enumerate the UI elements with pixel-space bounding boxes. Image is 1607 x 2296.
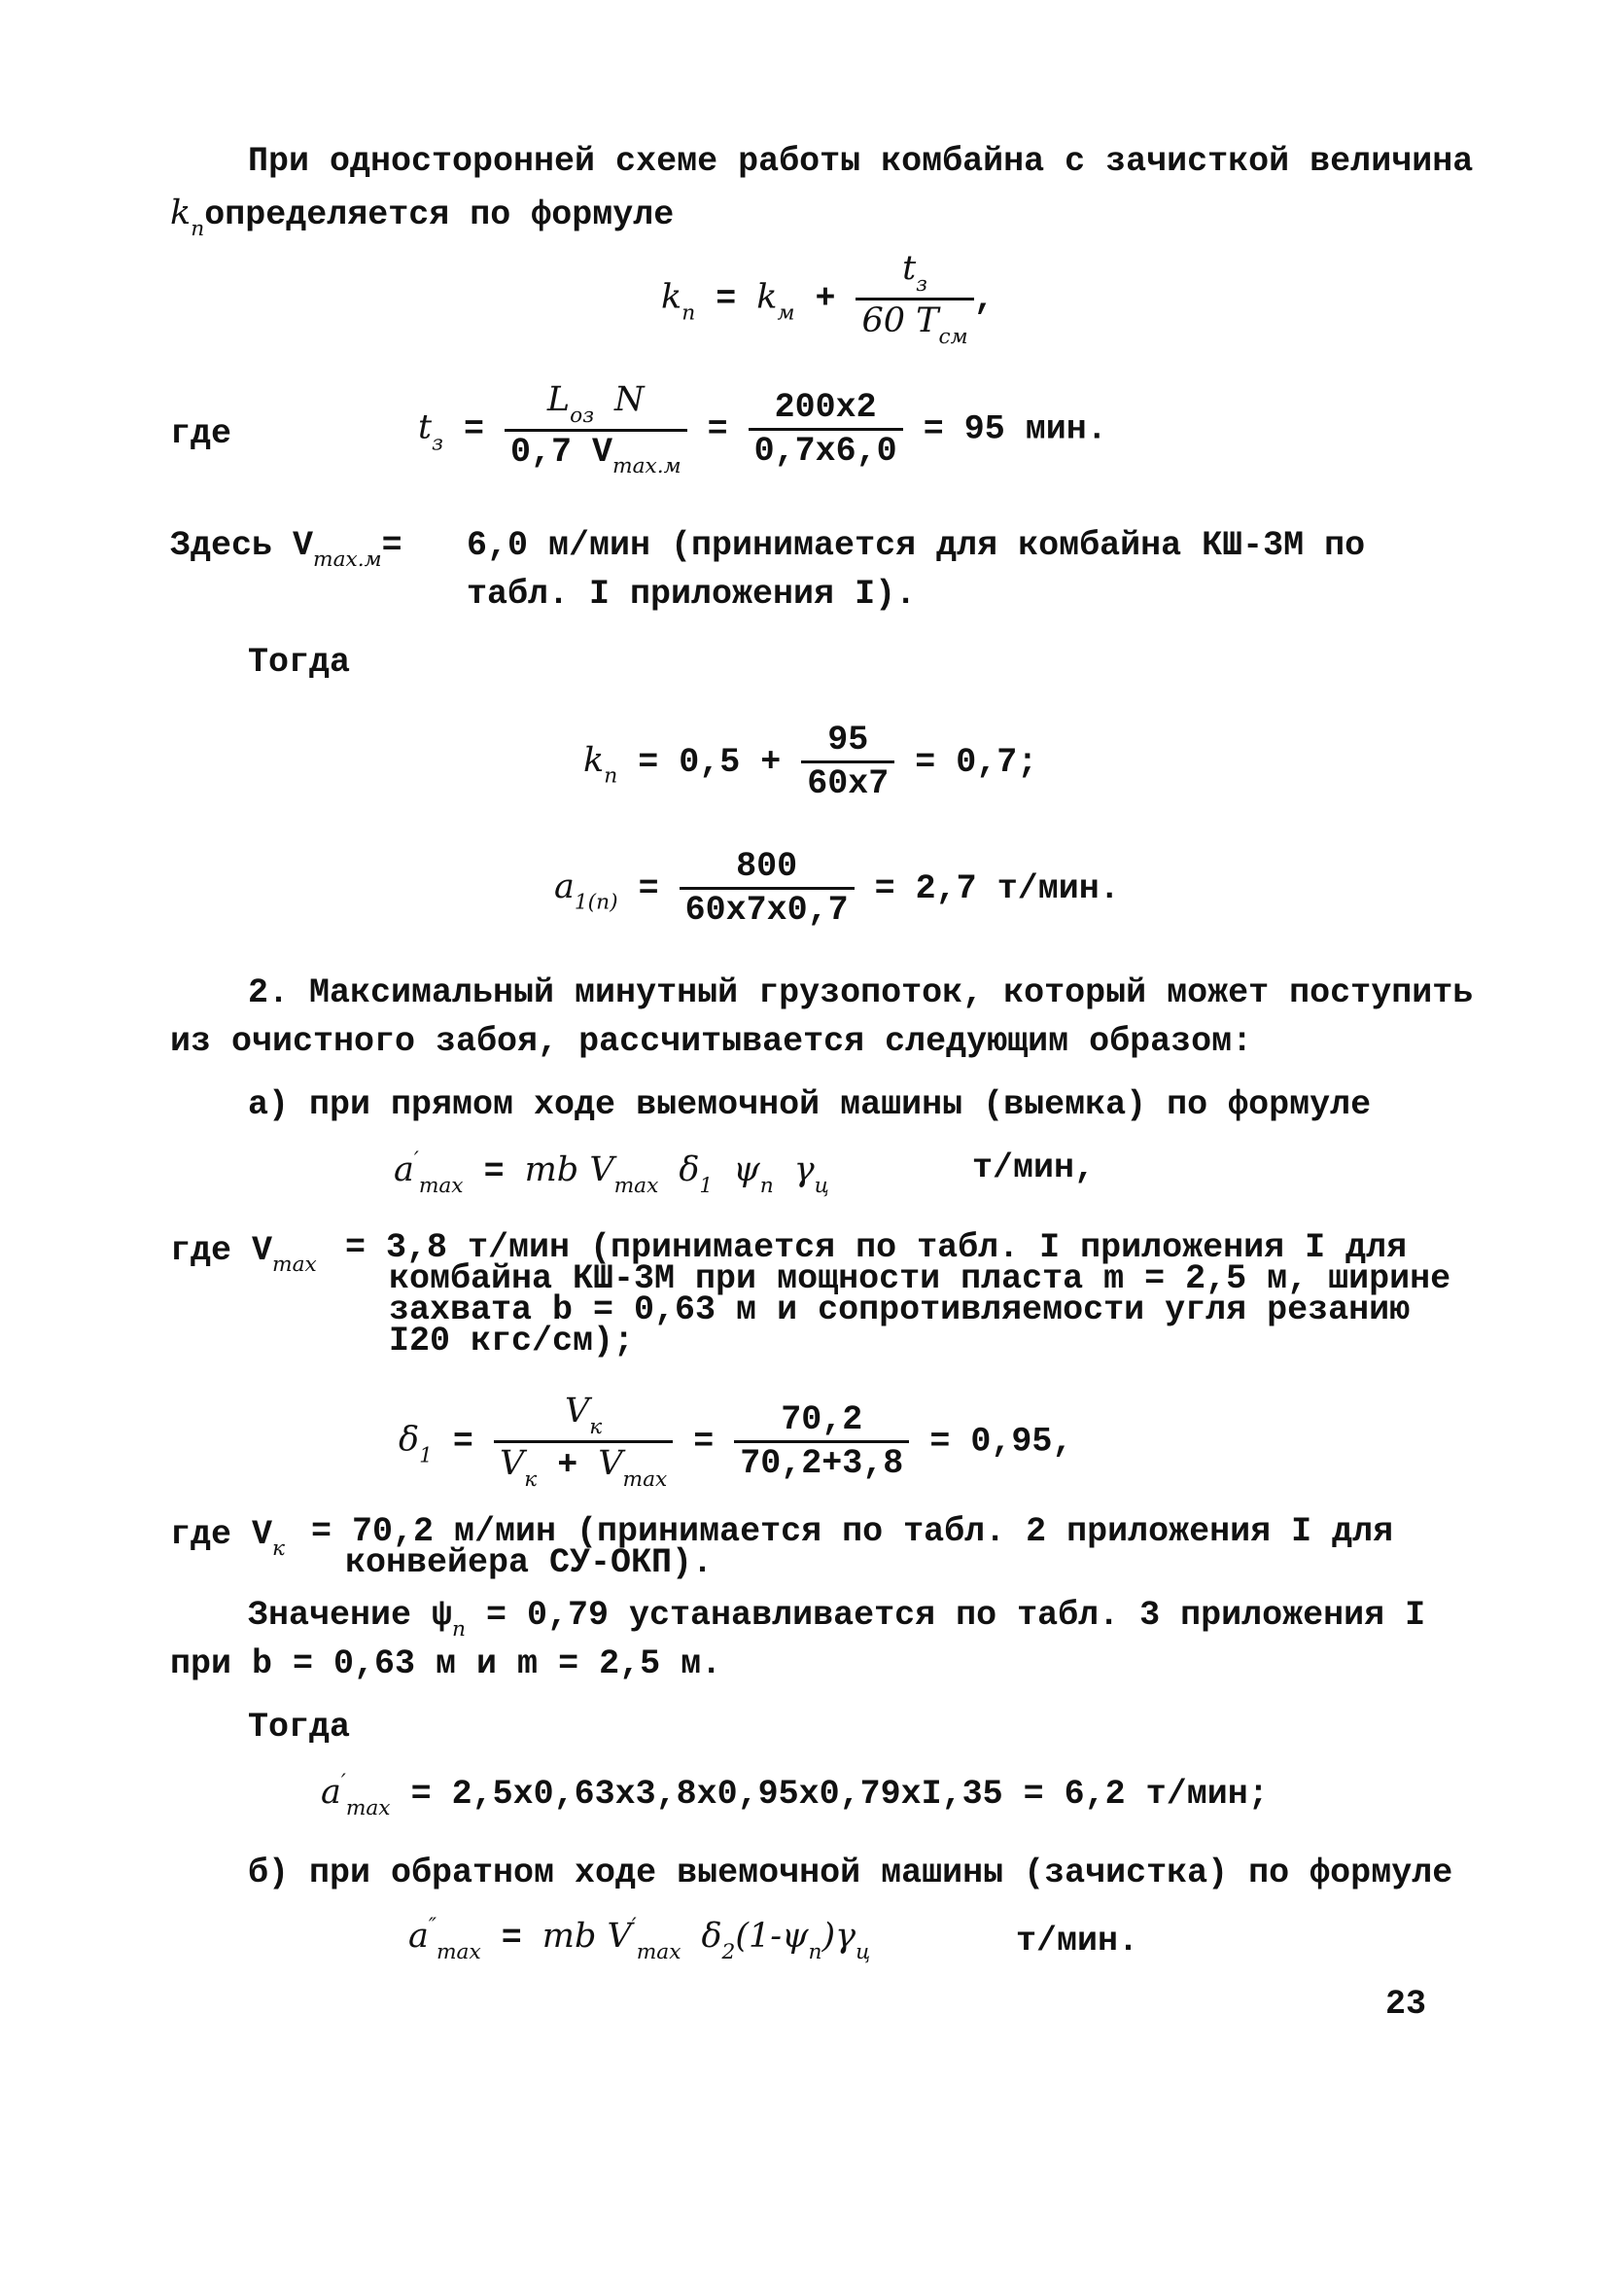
formula-amax2-rhs4-sub: ц [856, 1940, 871, 1965]
formula-a1-post: = 2,7 т/мин. [874, 868, 1120, 908]
formula-tz-result: = 95 мин. [923, 409, 1107, 449]
vk-where-line2: конвейера СУ-ОКП). [345, 1543, 714, 1582]
formula-kp-value-pre: = 0,5 + [638, 742, 782, 782]
formula-delta1-den-plus: + [557, 1445, 578, 1485]
formula-amax2-rhs4: )γ [821, 1917, 856, 1957]
kp-symbol: k [170, 194, 192, 232]
vmax-note-label [170, 525, 402, 573]
formula-delta1-den2: 70,2+3,8 [740, 1443, 904, 1483]
formula-kp-num: t [902, 249, 917, 288]
formula-amax1-lhs: a [394, 1150, 414, 1190]
formula-kp [661, 248, 995, 350]
vmax-where-label-sub: max [272, 1252, 317, 1277]
vmax-note-label-text: Здесь V [170, 526, 314, 565]
formula-amax1-rhs2: δ [679, 1150, 700, 1190]
formula-a1-fraction [680, 846, 855, 931]
formula-tz-num1-sub: оз [570, 403, 595, 428]
formula-amax1 [394, 1148, 829, 1199]
formula-tz-den1: 0,7 V [509, 432, 612, 472]
formula-delta1-fraction2 [734, 1399, 909, 1484]
para1-line2-text: определяется по формуле [204, 195, 675, 234]
formula-kp-tail: , [973, 279, 995, 319]
formula-a1-lhs-sub: 1(п) [574, 890, 618, 915]
formula-amax2-eq: = [501, 1919, 522, 1959]
formula-delta1-fraction1 [494, 1391, 673, 1493]
formula-tz-num2: 200x2 [749, 387, 903, 431]
vmax-where-line2: комбайна КШ-3М при мощности пласта m = 2,5 м, ширине [389, 1259, 1451, 1298]
formula-kp-num-sub: з [916, 271, 928, 297]
formula-amax1-unit: т/мин, [972, 1148, 1096, 1187]
formula-a1-eq: = [638, 868, 659, 908]
vk-where-label-sub: к [272, 1536, 285, 1561]
formula-delta1-lhs: δ [399, 1420, 420, 1460]
formula-tz-fraction2 [749, 387, 903, 472]
kp-subscript: п [191, 216, 205, 241]
para1-line2 [170, 193, 674, 242]
formula-kp-value-lhs-sub: п [604, 763, 618, 789]
vmax-where-label [170, 1230, 317, 1278]
item-b: б) при обратном ходе выемочной машины (зачистка) по формуле [248, 1854, 1453, 1892]
formula-a1-den: 60x7x0,7 [684, 891, 849, 930]
formula-amax2-rhs1: mb V [541, 1917, 632, 1957]
para2-line1: 2. Максимальный минутный грузопоток, который может поступить [248, 973, 1474, 1012]
formula-amax1-rhs2-sub: 1 [699, 1174, 714, 1199]
vk-where-label [170, 1514, 285, 1562]
formula-tz [418, 379, 1107, 479]
vmax-where-line4: I20 кгс/см); [389, 1322, 635, 1360]
formula-delta1-den1a: V [499, 1443, 525, 1483]
vmax-note-line2: табл. I приложения I). [467, 575, 917, 614]
formula-kp-eq: = [716, 279, 737, 319]
formula-kp-den: 60 T [861, 300, 939, 340]
formula-amax2-lhs-sup: ″ [428, 1914, 437, 1938]
vmax-where-label-text: где V [170, 1231, 273, 1270]
formula-amax2-lhs: a [408, 1917, 429, 1957]
formula-delta1-den1b: V [598, 1443, 623, 1483]
psi-note-line1-text: Значение ψ [248, 1596, 453, 1635]
formula-a1-lhs: a [554, 866, 575, 906]
formula-amax1-rhs1-sub: max [613, 1174, 659, 1199]
vmax-note-label-sub: max.м [313, 547, 382, 572]
formula-amax1-lhs-sup: ′ [413, 1148, 419, 1172]
formula-kp-value-num: 95 [801, 720, 894, 763]
formula-kp-value [583, 720, 1037, 804]
formula-amax1-lhs-sub: max [418, 1174, 464, 1199]
formula-kp-fraction [856, 248, 973, 350]
togda-1: Тогда [248, 643, 351, 682]
formula-tz-num1: L [546, 380, 571, 419]
formula-kp-value-fraction [801, 720, 894, 804]
formula-tz-t-sub: з [432, 431, 443, 456]
formula-a1-num: 800 [680, 846, 855, 890]
formula-tz-eq2: = [707, 409, 728, 449]
formula-amax1-value [321, 1770, 1269, 1821]
togda-2: Тогда [248, 1708, 351, 1747]
formula-amax2-rhs1-sub: max [636, 1940, 681, 1965]
formula-kp-value-post: = 0,7; [915, 742, 1038, 782]
psi-note-line1-sub: п [452, 1616, 467, 1642]
vk-where-label-text: где V [170, 1515, 273, 1554]
formula-amax2-rhs3-sub: п [808, 1940, 822, 1965]
formula-amax1-rhs4-sub: ц [814, 1174, 829, 1199]
formula-kp-value-den: 60x7 [807, 764, 890, 803]
formula-a1 [554, 846, 1120, 931]
formula-amax2-rhs1-sup: ′ [631, 1914, 637, 1938]
formula-delta1 [399, 1391, 1072, 1493]
formula-tz-den2: 0,7x6,0 [753, 431, 897, 471]
vmax-where-line1: = 3,8 т/мин (принимается по табл. I приложения I для [345, 1228, 1408, 1267]
formula-tz-num1-n: N [614, 380, 645, 419]
formula-amax2-unit: т/мин. [1016, 1922, 1139, 1960]
formula-kp-plus: + [815, 279, 836, 319]
formula-delta1-den1b-sub: max [622, 1466, 668, 1492]
formula-amax1-rhs3: ψ [733, 1150, 760, 1190]
vk-where-line1: = 70,2 м/мин (принимается по табл. 2 приложения I для [311, 1512, 1394, 1551]
formula-amax1-rhs1: mb V [524, 1150, 614, 1190]
formula-amax1-value-lhs: a [321, 1773, 341, 1813]
formula-amax2 [408, 1914, 870, 1965]
formula-amax1-value-rhs: = 2,5x0,63x3,8x0,95x0,79xI,35 = 6,2 т/мин; [410, 1775, 1269, 1815]
psi-note-line1-rest: = 0,79 устанавливается по табл. 3 приложения I [466, 1596, 1426, 1635]
formula-delta1-num1-sub: к [589, 1414, 603, 1439]
formula-kp-k-sub: м [777, 300, 795, 326]
formula-amax1-value-lhs-sub: max [345, 1796, 391, 1821]
formula-amax2-rhs3: (1-ψ [735, 1917, 809, 1957]
psi-note-line2: при b = 0,63 м и m = 2,5 м. [170, 1644, 722, 1683]
vmax-where-line3: захвата b = 0,63 м и сопротивляемости угля резанию [389, 1290, 1411, 1329]
vmax-note-eq: = [381, 526, 402, 565]
psi-note-line1 [248, 1595, 1425, 1643]
formula-delta1-den1a-sub: к [524, 1466, 538, 1492]
formula-amax1-rhs3-sub: п [759, 1174, 774, 1199]
formula-amax2-lhs-sub: max [436, 1940, 481, 1965]
formula-tz-fraction1 [505, 379, 687, 479]
formula-kp-k: k [756, 277, 778, 317]
item-a: а) при прямом ходе выемочной машины (выемка) по формуле [248, 1085, 1372, 1124]
para1-line1: При односторонней схеме работы комбайна с зачисткой величина [248, 142, 1474, 181]
formula-amax2-rhs2: δ [701, 1917, 722, 1957]
formula-amax2-rhs2-sub: 2 [721, 1940, 736, 1965]
formula-delta1-eq2: = [693, 1422, 715, 1462]
page-number: 23 [1385, 1985, 1427, 2024]
formula-amax1-value-lhs-sup: ′ [340, 1770, 346, 1794]
formula-kp-lhs-sub: п [681, 300, 696, 326]
formula-kp-den-sub: см [938, 324, 968, 349]
formula-tz-t: t [418, 407, 433, 447]
formula-kp-lhs: k [661, 277, 682, 317]
formula-delta1-num1: V [564, 1392, 590, 1431]
formula-tz-eq1: = [463, 409, 484, 449]
para2-line2: из очистного забоя, рассчитывается следующим образом: [170, 1022, 1253, 1061]
formula-tz-den1-sub: max.м [612, 453, 681, 478]
formula-amax1-eq: = [483, 1152, 505, 1192]
formula-delta1-lhs-sub: 1 [419, 1443, 433, 1468]
vmax-note-line1: 6,0 м/мин (принимается для комбайна КШ-3М по [467, 526, 1366, 565]
formula-tz-where: где [170, 414, 232, 453]
formula-delta1-num2: 70,2 [734, 1399, 909, 1443]
formula-amax1-rhs4: γ [793, 1150, 815, 1190]
formula-delta1-post: = 0,95, [929, 1422, 1073, 1462]
formula-kp-value-lhs: k [583, 740, 605, 780]
formula-delta1-eq1: = [452, 1422, 473, 1462]
